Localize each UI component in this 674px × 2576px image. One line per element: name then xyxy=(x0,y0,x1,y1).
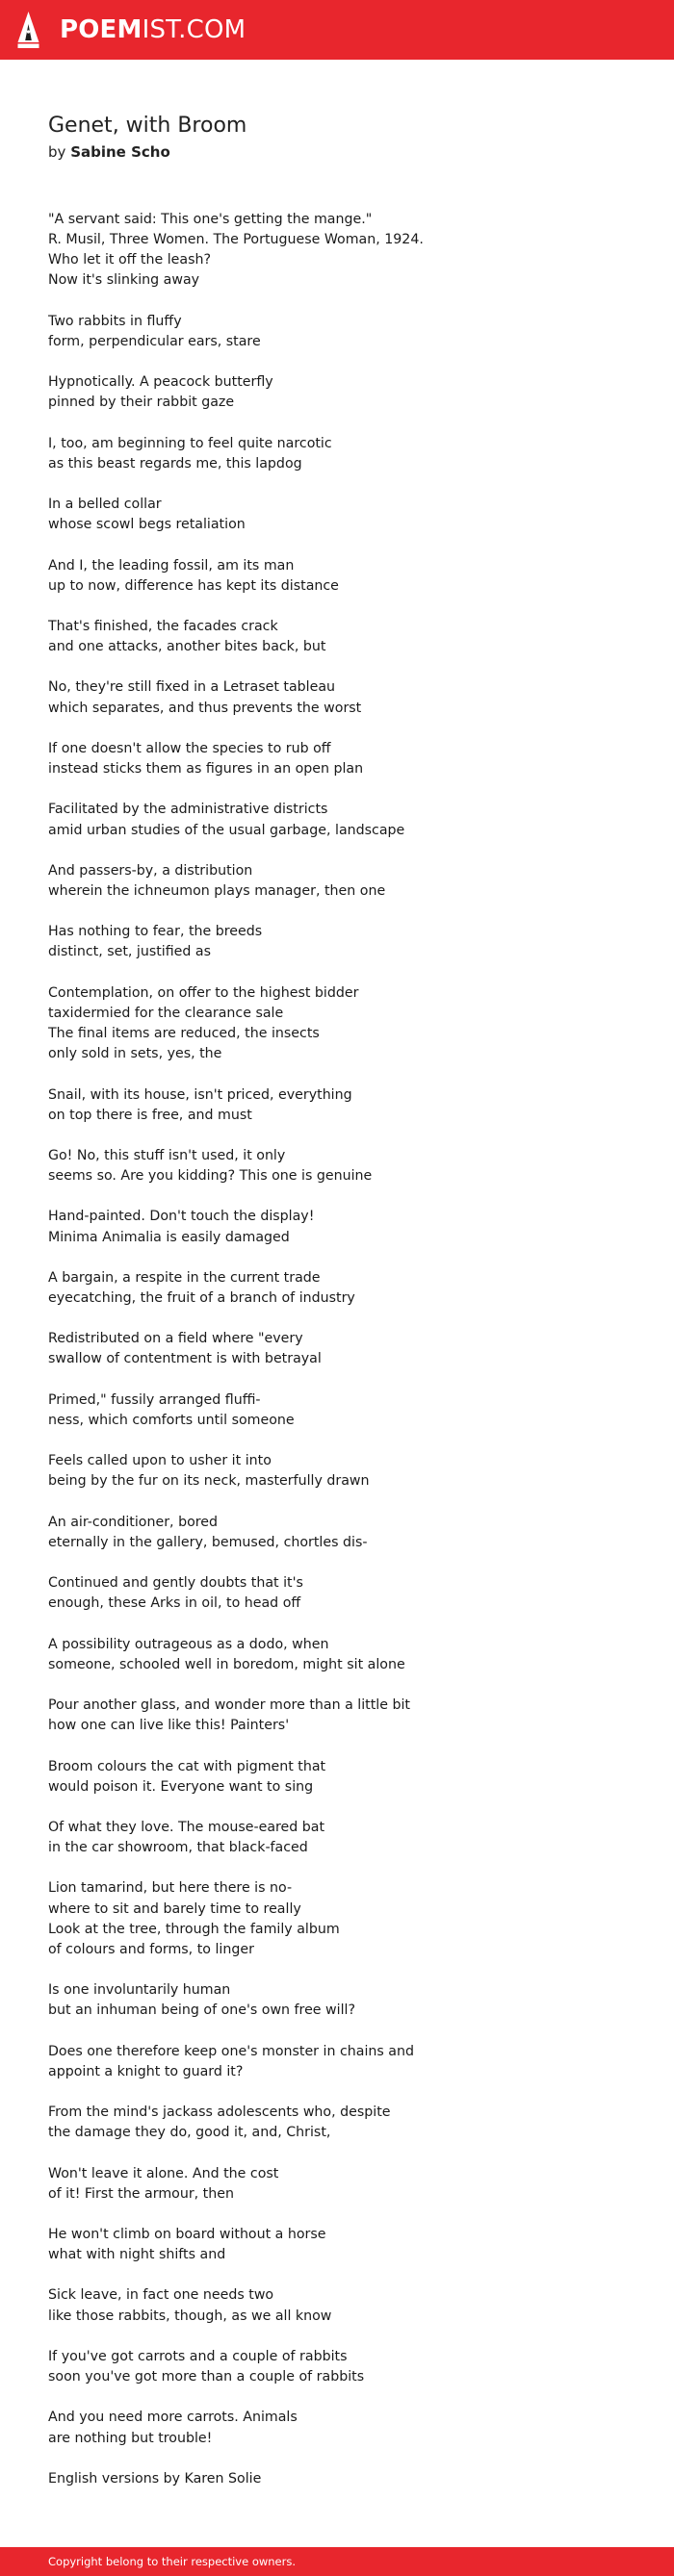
poem-stanza xyxy=(48,2225,645,2265)
poem-line: what with night shifts and xyxy=(48,2247,226,2263)
poem-line: Continued and gently doubts that it's xyxy=(48,1575,303,1592)
poem-line: like those rabbits, though, as we all know xyxy=(48,2308,332,2324)
poem-line: the damage they do, good it, and, Christ, xyxy=(48,2125,331,2141)
poem-line: only sold in sets, yes, the xyxy=(48,1046,222,1062)
poem-line: Snail, with its house, isn't priced, everything xyxy=(48,1086,352,1103)
poem-stanza xyxy=(48,1878,645,1960)
poem-line: If you've got carrots and a couple of rabbits xyxy=(48,2348,348,2364)
site-footer xyxy=(0,2547,674,2576)
poem-content xyxy=(48,112,645,2489)
poem-line: "A servant said: This one's getting the mange." xyxy=(48,212,373,227)
poem-line: An air-conditioner, bored xyxy=(48,1514,219,1530)
translator-note: English versions by Karen Solie xyxy=(48,2470,262,2487)
poem-stanza xyxy=(48,800,645,840)
author-link[interactable]: Sabine Scho xyxy=(70,143,170,161)
poem-line: He won't climb on board without a horse xyxy=(48,2226,326,2242)
poem-stanza xyxy=(48,2285,645,2326)
poem-stanza xyxy=(48,312,645,352)
poem-line: A possibility outrageous as a dodo, when xyxy=(48,1636,329,1652)
poem-line: distinct, set, justified as xyxy=(48,944,212,960)
poem-line: Has nothing to fear, the breeds xyxy=(48,924,263,940)
poem-line: Look at the tree, through the family album xyxy=(48,1921,340,1937)
poem-line: Broom colours the cat with pigment that xyxy=(48,1758,326,1774)
poem-line: would poison it. Everyone want to sing xyxy=(48,1778,314,1795)
poem-line: I, too, am beginning to feel quite narcotic xyxy=(48,435,332,451)
poem-stanza xyxy=(48,2408,645,2448)
poem-stanza xyxy=(48,1980,645,2021)
poem-stanza xyxy=(48,210,645,292)
poem-line: And I, the leading fossil, am its man xyxy=(48,557,295,574)
poem-line: That's finished, the facades crack xyxy=(48,619,278,635)
poem-byline xyxy=(48,142,645,162)
poem-stanza xyxy=(48,1573,645,1614)
poem-stanza xyxy=(48,983,645,1065)
poem-line: eternally in the gallery, bemused, chortles dis- xyxy=(48,1534,368,1550)
poem-line: where to sit and barely time to really xyxy=(48,1900,301,1917)
poem-line: seems so. Are you kidding? This one is genuine xyxy=(48,1168,373,1185)
poem-stanza xyxy=(48,677,645,718)
poem-line: pinned by their rabbit gaze xyxy=(48,395,235,411)
poem-line: appoint a knight to guard it? xyxy=(48,2063,244,2079)
poem-stanza xyxy=(48,372,645,413)
logo-text-light: IST.COM xyxy=(142,15,246,44)
poem-line: In a belled collar xyxy=(48,497,162,513)
poem-stanza xyxy=(48,1513,645,1553)
poem-line: And you need more carrots. Animals xyxy=(48,2410,298,2426)
pen-nib-logo-icon[interactable] xyxy=(17,11,39,49)
poem-stanza xyxy=(48,1085,645,1126)
poem-line: soon you've got more than a couple of rabbits xyxy=(48,2369,365,2385)
poem-line: Won't leave it alone. And the cost xyxy=(48,2165,279,2181)
poem-line: Of what they love. The mouse-eared bat xyxy=(48,1819,325,1835)
poem-line: Feels called upon to usher it into xyxy=(48,1453,272,1469)
poem-body xyxy=(48,210,645,2449)
poem-line: are nothing but trouble! xyxy=(48,2430,213,2446)
poem-stanza xyxy=(48,2042,645,2082)
poem-line: being by the fur on its neck, masterfully drawn xyxy=(48,1473,370,1490)
poem-line: which separates, and thus prevents the worst xyxy=(48,700,362,716)
poem-line: amid urban studies of the usual garbage, landscape xyxy=(48,822,405,838)
poem-line: instead sticks them as figures in an open plan xyxy=(48,761,364,778)
site-header xyxy=(0,0,674,60)
poem-stanza xyxy=(48,1757,645,1798)
poem-line: wherein the ichneumon plays manager, then one xyxy=(48,883,386,899)
poem-stanza xyxy=(48,2164,645,2205)
poem-line: Go! No, this stuff isn't used, it only xyxy=(48,1147,286,1163)
copyright-notice: Copyright belong to their respective owners. xyxy=(48,2555,297,2568)
poem-line: but an inhuman being of one's own free will? xyxy=(48,2002,355,2019)
poem-title: Genet, with Broom xyxy=(48,114,247,138)
poem-stanza xyxy=(48,861,645,902)
logo-text-bold: POEM xyxy=(60,15,143,44)
poem-line: ness, which comforts until someone xyxy=(48,1412,295,1428)
poem-line: Primed," fussily arranged fluffi- xyxy=(48,1391,261,1408)
poem-line: Who let it off the leash? xyxy=(48,252,212,268)
byline-prefix: by xyxy=(48,143,66,161)
poem-line: From the mind's jackass adolescents who, despite xyxy=(48,2104,391,2121)
poem-line: No, they're still fixed in a Letraset tableau xyxy=(48,679,336,696)
poem-stanza xyxy=(48,434,645,474)
poem-line: Lion tamarind, but here there is no- xyxy=(48,1880,293,1897)
poem-line: Contemplation, on offer to the highest bidder xyxy=(48,984,359,1001)
poem-stanza xyxy=(48,1268,645,1309)
poem-line: R. Musil, Three Women. The Portuguese Woman, 1924. xyxy=(48,232,424,248)
poem-line: Facilitated by the administrative districts xyxy=(48,802,328,818)
poem-line: swallow of contentment is with betrayal xyxy=(48,1351,322,1367)
poem-line: as this beast regards me, this lapdog xyxy=(48,455,302,472)
poem-line: of colours and forms, to linger xyxy=(48,1941,254,1957)
poem-stanza xyxy=(48,1329,645,1369)
poem-stanza xyxy=(48,1635,645,1675)
poem-line: Minima Animalia is easily damaged xyxy=(48,1229,290,1245)
poem-line: Two rabbits in fluffy xyxy=(48,313,182,329)
poem-stanza xyxy=(48,1818,645,1858)
site-logo-link[interactable] xyxy=(60,12,246,48)
poem-stanza xyxy=(48,1146,645,1186)
poem-line: Does one therefore keep one's monster in chains and xyxy=(48,2043,414,2059)
poem-line: Sick leave, in fact one needs two xyxy=(48,2287,274,2304)
poem-line: whose scowl begs retaliation xyxy=(48,517,246,533)
poem-stanza xyxy=(48,1451,645,1492)
poem-line: And passers-by, a distribution xyxy=(48,862,253,879)
poem-line: eyecatching, the fruit of a branch of industry xyxy=(48,1290,355,1307)
poem-line: Hand-painted. Don't touch the display! xyxy=(48,1209,315,1225)
poem-line: taxidermied for the clearance sale xyxy=(48,1005,284,1021)
poem-line: Pour another glass, and wonder more than a little bit xyxy=(48,1697,410,1714)
poem-stanza xyxy=(48,2347,645,2387)
poem-line: form, perpendicular ears, stare xyxy=(48,333,261,349)
poem-line: up to now, difference has kept its distance xyxy=(48,577,339,594)
poem-line: and one attacks, another bites back, but xyxy=(48,639,326,655)
poem-line: of it! First the armour, then xyxy=(48,2185,234,2202)
poem-stanza xyxy=(48,2103,645,2143)
poem-line: A bargain, a respite in the current trade xyxy=(48,1269,321,1286)
poem-line: Redistributed on a field where "every xyxy=(48,1331,303,1347)
poem-line: The final items are reduced, the insects xyxy=(48,1026,320,1042)
poem-line: If one doesn't allow the species to rub off xyxy=(48,740,331,756)
poem-stanza xyxy=(48,739,645,779)
poem-line: on top there is free, and must xyxy=(48,1107,252,1123)
poem-line: in the car showroom, that black-faced xyxy=(48,1840,308,1856)
poem-stanza xyxy=(48,495,645,535)
poem-stanza xyxy=(48,1207,645,1247)
poem-line: Now it's slinking away xyxy=(48,272,200,289)
poem-stanza xyxy=(48,1390,645,1431)
poem-stanza xyxy=(48,556,645,597)
poem-stanza xyxy=(48,922,645,962)
poem-line: enough, these Arks in oil, to head off xyxy=(48,1595,301,1612)
poem-stanza xyxy=(48,1696,645,1736)
poem-stanza xyxy=(48,617,645,657)
poem-line: Hypnotically. A peacock butterfly xyxy=(48,374,273,391)
poem-line: someone, schooled well in boredom, might sit alone xyxy=(48,1656,405,1672)
poem-line: Is one involuntarily human xyxy=(48,1982,231,1999)
poem-line: how one can live like this! Painters' xyxy=(48,1718,290,1734)
